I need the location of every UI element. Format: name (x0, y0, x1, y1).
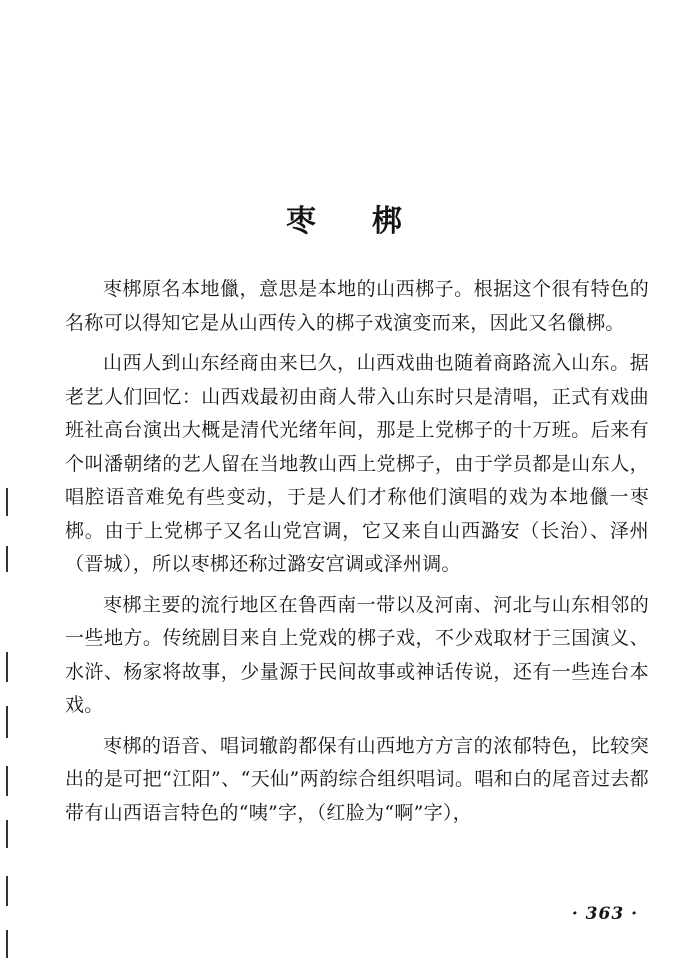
scan-edge-mark (6, 930, 8, 958)
scan-edge-mark (6, 546, 8, 572)
scan-edge-mark (6, 876, 8, 906)
page-number: · 363 · (571, 904, 638, 924)
body-text (65, 273, 649, 830)
page-title (0, 196, 690, 240)
paragraph-4: 枣梆的语音、唱词辙韵都保有山西地方方言的浓郁特色，比较突出的是可把“江阳”、“天仙”两韵综合组织唱词。唱和白的尾音过去都带有山西语言特色的“咦”字，（红脸为“啊”字）， (65, 734, 649, 824)
scan-edge-mark (6, 652, 8, 682)
title-char-1: 枣 (286, 204, 318, 239)
title-char-2: 梆 (372, 204, 404, 239)
paragraph-1: 枣梆原名本地儠，意思是本地的山西梆子。根据这个很有特色的名称可以得知它是从山西传入的梆子戏演变而来，因此又名儠梆。 (65, 278, 649, 334)
scan-edge-mark (6, 488, 8, 516)
paragraph-2: 山西人到山东经商由来巳久，山西戏曲也随着商路流入山东。据老艺人们回忆：山西戏最初由商人带入山东时只是清唱，正式有戏曲班社高台演出大概是清代光绪年间，那是上党梆子的十万班。后来有个叫潘朝绪的艺人留在当地教山西上党梆子，由于学员都是山东人，唱腔语音难免有些变动，于是人们才称他们演唱的戏为本地儠一枣梆。由于上党梆子又名山党宫调，它又来自山西潞安（长治）、泽州（晋城），所以枣梆还称过潞安宫调或泽州调。 (65, 352, 649, 575)
scan-edge-mark (6, 706, 8, 738)
scan-edge-mark (6, 766, 8, 796)
scan-edge-mark (6, 820, 8, 848)
paragraph-3: 枣梆主要的流行地区在鲁西南一带以及河南、河北与山东相邻的一些地方。传统剧目来自上党戏的梆子戏，不少戏取材于三国演义、水浒、杨家将故事，少量源于民间故事或神话传说，还有一些连台本戏。 (65, 593, 649, 716)
